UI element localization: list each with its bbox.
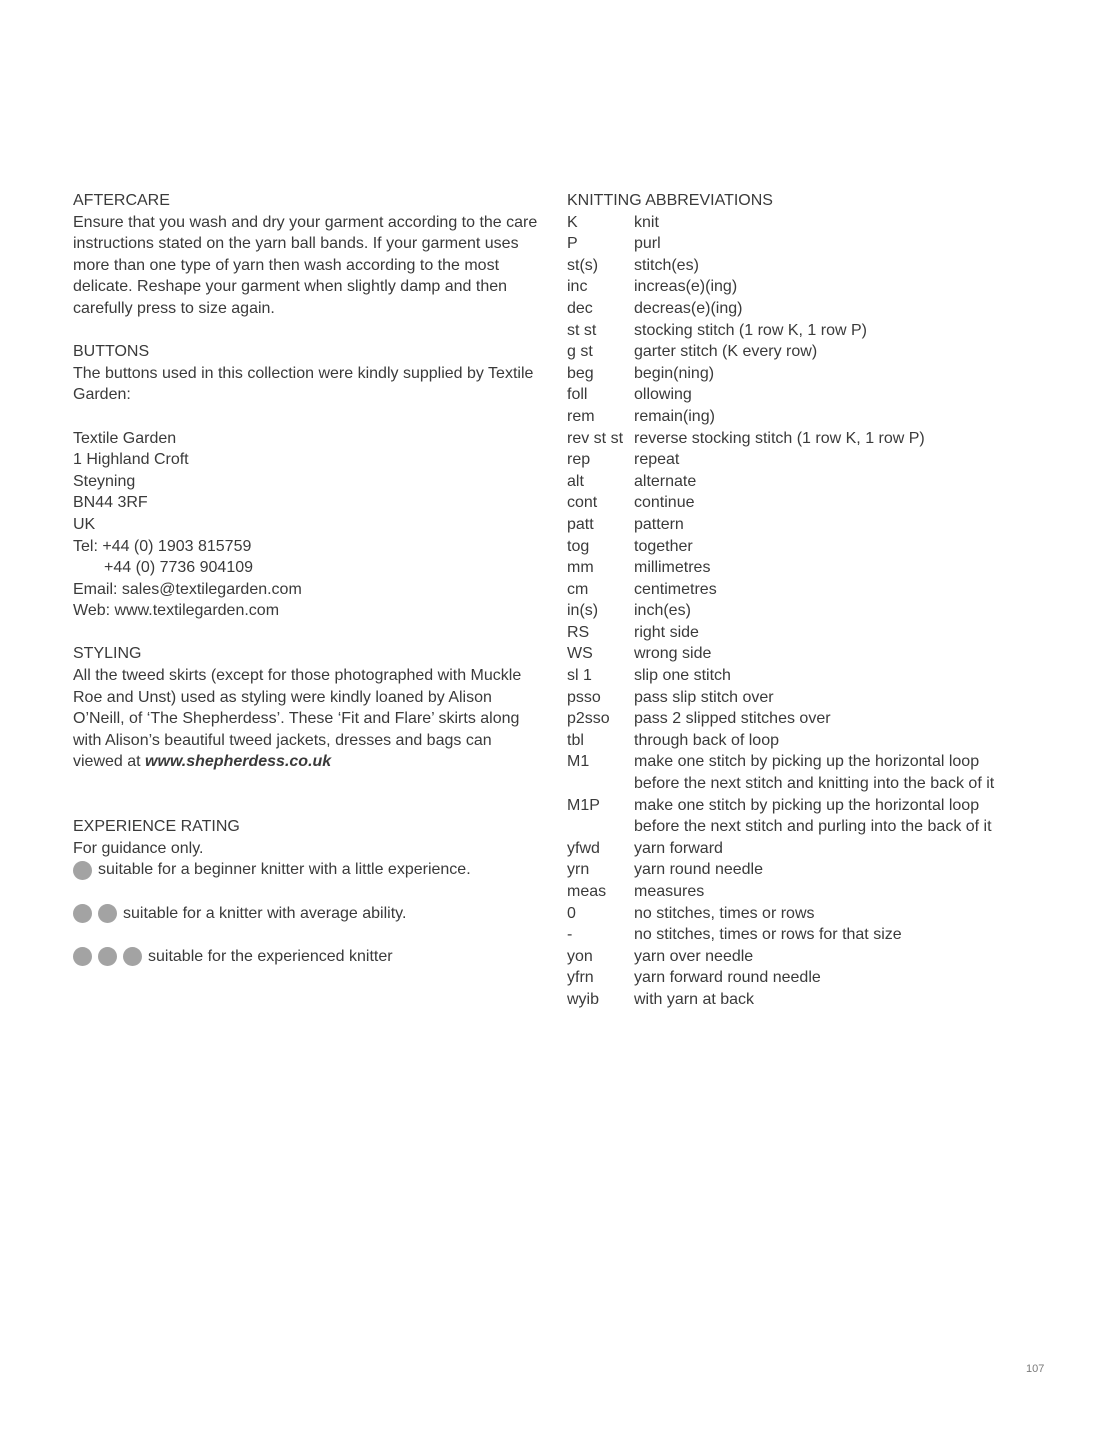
- meaning-line: wrong side: [634, 645, 712, 663]
- shepherdess-link: www.shepherdess.co.uk: [145, 753, 332, 771]
- abbreviation-meaning: [634, 967, 1037, 989]
- meaning-line: millimetres: [634, 559, 711, 577]
- meaning-line: inch(es): [634, 602, 691, 620]
- meaning-line: right side: [634, 623, 699, 641]
- styling-text: [73, 665, 553, 773]
- abbreviation-row: [567, 341, 1037, 363]
- blank-line: [73, 406, 553, 428]
- abbreviation-row: [567, 471, 1037, 493]
- text-line: carefully press to size again.: [73, 299, 275, 317]
- abbreviation-term: alt: [567, 472, 584, 490]
- rating-dot-icon: [73, 861, 92, 880]
- abbreviation-meaning: [634, 384, 1037, 406]
- abbreviation-meaning: [634, 406, 1037, 428]
- meaning-line: measures: [634, 883, 705, 900]
- abbreviation-row: [567, 492, 1037, 514]
- address-line: BN44 3RF: [73, 494, 148, 512]
- meaning-line: continue: [634, 494, 695, 512]
- abbreviation-row: [567, 903, 1037, 925]
- rating-dot-icon: [98, 904, 117, 923]
- rating-text: suitable for the experienced knitter: [148, 947, 393, 965]
- meaning-line: stitch(es): [634, 256, 699, 274]
- email: Email: sales@textilegarden.com: [73, 580, 302, 598]
- styling-link-prefix: viewed at: [73, 753, 146, 771]
- address-line: Steyning: [73, 472, 136, 490]
- abbreviation-row: [567, 859, 1037, 881]
- abbreviation-row: [567, 795, 1037, 838]
- meaning-line: no stitches, times or rows: [634, 904, 815, 922]
- abbreviation-term: p2sso: [567, 710, 610, 728]
- abbreviation-meaning: [634, 859, 1037, 881]
- abbreviation-term: st(s): [567, 256, 599, 274]
- abbreviation-meaning: [634, 643, 1037, 665]
- abbreviation-meaning: [634, 795, 1037, 838]
- abbreviation-row: [567, 536, 1037, 558]
- abbreviation-row: [567, 708, 1037, 730]
- abbreviation-meaning: [634, 255, 1037, 277]
- abbreviation-row: [567, 622, 1037, 644]
- abbreviation-row: [567, 514, 1037, 536]
- abbreviation-term: rem: [567, 407, 595, 425]
- meaning-line: centimetres: [634, 580, 717, 598]
- abbreviation-term: 0: [567, 904, 576, 922]
- abbreviation-meaning: [634, 687, 1037, 709]
- rating-dot-icon: [73, 904, 92, 923]
- abbreviation-term: inc: [567, 278, 588, 296]
- abbreviation-term: in(s): [567, 602, 599, 620]
- buttons-text: [73, 363, 553, 622]
- aftercare-heading: AFTERCARE: [73, 192, 170, 209]
- meaning-line: begin(ning): [634, 364, 715, 382]
- rating-dot-icon: [98, 947, 117, 966]
- abbreviation-term: meas: [567, 883, 607, 900]
- abbreviation-term: P: [567, 235, 578, 253]
- abbreviation-term: cont: [567, 494, 598, 512]
- meaning-line: pass 2 slipped stitches over: [634, 710, 831, 728]
- abbreviation-row: [567, 363, 1037, 385]
- spacer: [73, 795, 553, 817]
- abbreviation-meaning: [634, 276, 1037, 298]
- meaning-line: slip one stitch: [634, 667, 731, 685]
- abbreviation-meaning: [634, 341, 1037, 363]
- rating-dot-icon: [123, 947, 142, 966]
- abbreviation-term: foll: [567, 386, 588, 404]
- abbreviation-row: [567, 428, 1037, 450]
- left-column: [73, 190, 553, 967]
- text-line: All the tweed skirts (except for those photographed with Muckle: [73, 667, 522, 685]
- abbreviation-meaning: [634, 903, 1037, 925]
- abbreviation-meaning: [634, 946, 1037, 968]
- page-number: 107: [1026, 1363, 1045, 1375]
- abbreviation-meaning: [634, 751, 1037, 794]
- styling-heading: STYLING: [73, 645, 142, 663]
- abbreviation-term: beg: [567, 364, 594, 382]
- meaning-line: reverse stocking stitch (1 row K, 1 row P): [634, 429, 925, 447]
- experience-heading: EXPERIENCE RATING: [73, 818, 240, 836]
- abbreviation-term: yrn: [567, 861, 590, 879]
- aftercare-section: [73, 190, 553, 320]
- abbreviation-row: [567, 449, 1037, 471]
- rating-average: [73, 903, 553, 925]
- meaning-line: pattern: [634, 515, 684, 533]
- abbreviation-term: tbl: [567, 731, 584, 749]
- abbreviation-meaning: [634, 363, 1037, 385]
- abbreviation-row: [567, 730, 1037, 752]
- abbreviation-row: [567, 600, 1037, 622]
- abbreviation-term: st st: [567, 321, 597, 339]
- abbreviation-meaning: [634, 514, 1037, 536]
- abbreviation-term: -: [567, 926, 573, 944]
- abbreviation-meaning: [634, 730, 1037, 752]
- abbreviation-term: yon: [567, 947, 593, 965]
- meaning-line: decreas(e)(ing): [634, 299, 743, 317]
- telephone-secondary: +44 (0) 7736 904109: [104, 559, 254, 577]
- abbreviation-meaning: [634, 492, 1037, 514]
- text-line: O’Neill, of ‘The Shepherdess’. These ‘Fit and Flare’ skirts along: [73, 710, 520, 728]
- text-line: The buttons used in this collection were kindly supplied by Textile: [73, 364, 534, 382]
- buttons-heading: BUTTONS: [73, 343, 150, 361]
- address-line: 1 Highland Croft: [73, 451, 189, 469]
- abbreviation-term: wyib: [567, 990, 600, 1008]
- experience-subtitle: For guidance only.: [73, 839, 204, 857]
- meaning-line: garter stitch (K every row): [634, 343, 818, 361]
- meaning-continuation: before the next stitch and purling into the back of it: [634, 818, 992, 836]
- text-line: Garden:: [73, 386, 131, 404]
- abbreviation-row: [567, 989, 1037, 1011]
- meaning-line: pass slip stitch over: [634, 688, 774, 706]
- abbreviation-meaning: [634, 665, 1037, 687]
- abbreviation-meaning: [634, 212, 1037, 234]
- abbreviation-term: dec: [567, 299, 593, 317]
- website: Web: www.textilegarden.com: [73, 602, 280, 620]
- abbreviation-term: yfrn: [567, 969, 594, 987]
- abbreviation-meaning: [634, 428, 1037, 450]
- rating-beginner: [73, 859, 553, 881]
- abbreviations-list: [567, 212, 1037, 1011]
- text-line: instructions stated on the yarn ball bands. If your garment uses: [73, 235, 519, 253]
- abbreviation-row: [567, 320, 1037, 342]
- abbreviation-meaning: [634, 579, 1037, 601]
- meaning-line: no stitches, times or rows for that size: [634, 926, 902, 944]
- abbreviation-meaning: [634, 622, 1037, 644]
- abbreviation-meaning: [634, 881, 1037, 903]
- abbreviation-row: [567, 579, 1037, 601]
- abbreviation-meaning: [634, 536, 1037, 558]
- abbreviation-meaning: [634, 600, 1037, 622]
- buttons-section: [73, 341, 553, 622]
- meaning-line: remain(ing): [634, 407, 715, 425]
- abbreviation-term: tog: [567, 537, 590, 555]
- address-line: Textile Garden: [73, 429, 177, 447]
- abbreviation-meaning: [634, 989, 1037, 1011]
- abbreviation-meaning: [634, 320, 1037, 342]
- meaning-line: make one stitch by picking up the horizontal loop: [634, 753, 980, 771]
- abbreviation-term: rev st st: [567, 429, 624, 447]
- right-column: [567, 190, 1037, 1011]
- abbreviation-term: cm: [567, 580, 589, 598]
- abbreviation-term: M1: [567, 753, 590, 771]
- abbreviation-meaning: [634, 838, 1037, 860]
- abbreviation-term: mm: [567, 559, 594, 577]
- abbreviation-term: yfwd: [567, 839, 600, 857]
- abbreviation-row: [567, 838, 1037, 860]
- experience-section: [73, 816, 553, 967]
- abbreviation-row: [567, 665, 1037, 687]
- abbreviation-row: [567, 557, 1037, 579]
- abbreviation-row: [567, 406, 1037, 428]
- meaning-line: stocking stitch (1 row K, 1 row P): [634, 321, 867, 339]
- abbreviation-meaning: [634, 557, 1037, 579]
- abbreviation-term: K: [567, 213, 578, 231]
- text-line: Roe and Unst) used as styling were kindly loaned by Alison: [73, 688, 492, 706]
- abbreviation-row: [567, 751, 1037, 794]
- telephone: Tel: +44 (0) 1903 815759: [73, 537, 252, 555]
- abbreviation-meaning: [634, 449, 1037, 471]
- abbreviation-row: [567, 276, 1037, 298]
- abbreviation-row: [567, 687, 1037, 709]
- meaning-line: yarn over needle: [634, 947, 754, 965]
- abbreviation-meaning: [634, 298, 1037, 320]
- text-line: with Alison’s beautiful tweed jackets, dresses and bags can: [73, 731, 492, 749]
- meaning-line: yarn round needle: [634, 861, 763, 879]
- abbreviation-row: [567, 212, 1037, 234]
- abbreviation-term: g st: [567, 343, 593, 361]
- abbreviation-term: RS: [567, 623, 590, 641]
- abbreviation-meaning: [634, 708, 1037, 730]
- abbreviation-row: [567, 298, 1037, 320]
- abbreviation-term: psso: [567, 688, 601, 706]
- rating-text: suitable for a beginner knitter with a little experience.: [98, 861, 471, 879]
- abbreviation-term: rep: [567, 451, 591, 469]
- abbreviation-row: [567, 643, 1037, 665]
- abbreviation-term: M1P: [567, 796, 600, 814]
- abbreviation-row: [567, 946, 1037, 968]
- abbreviation-meaning: [634, 471, 1037, 493]
- text-line: more than one type of yarn then wash according to the most: [73, 256, 500, 274]
- styling-section: [73, 643, 553, 773]
- abbreviation-term: WS: [567, 645, 593, 663]
- meaning-line: make one stitch by picking up the horizontal loop: [634, 796, 980, 814]
- meaning-line: together: [634, 537, 693, 555]
- meaning-line: knit: [634, 213, 659, 231]
- text-line: [73, 751, 553, 773]
- rating-dot-icon: [73, 947, 92, 966]
- meaning-line: through back of loop: [634, 731, 779, 749]
- text-line: delicate. Reshape your garment when slightly damp and then: [73, 278, 508, 296]
- rating-text: suitable for a knitter with average ability.: [123, 904, 407, 922]
- aftercare-text: [73, 212, 553, 320]
- meaning-line: alternate: [634, 472, 697, 490]
- meaning-line: yarn forward round needle: [634, 969, 821, 987]
- abbreviation-term: patt: [567, 515, 594, 533]
- address-line: UK: [73, 515, 96, 533]
- abbreviations-heading: KNITTING ABBREVIATIONS: [567, 192, 773, 209]
- meaning-line: repeat: [634, 451, 680, 469]
- abbreviation-meaning: [634, 924, 1037, 946]
- meaning-continuation: before the next stitch and knitting into the back of it: [634, 775, 995, 793]
- meaning-line: purl: [634, 235, 661, 253]
- meaning-line: yarn forward: [634, 839, 723, 857]
- abbreviation-row: [567, 924, 1037, 946]
- abbreviation-row: [567, 384, 1037, 406]
- abbreviation-row: [567, 967, 1037, 989]
- meaning-line: ollowing: [634, 386, 692, 404]
- abbreviation-meaning: [634, 233, 1037, 255]
- text-line: Ensure that you wash and dry your garment according to the care: [73, 213, 538, 231]
- rating-experienced: [73, 946, 553, 968]
- meaning-line: increas(e)(ing): [634, 278, 738, 296]
- meaning-line: with yarn at back: [634, 990, 755, 1008]
- abbreviation-term: sl 1: [567, 667, 592, 685]
- abbreviation-row: [567, 255, 1037, 277]
- abbreviation-row: [567, 881, 1037, 903]
- abbreviation-row: [567, 233, 1037, 255]
